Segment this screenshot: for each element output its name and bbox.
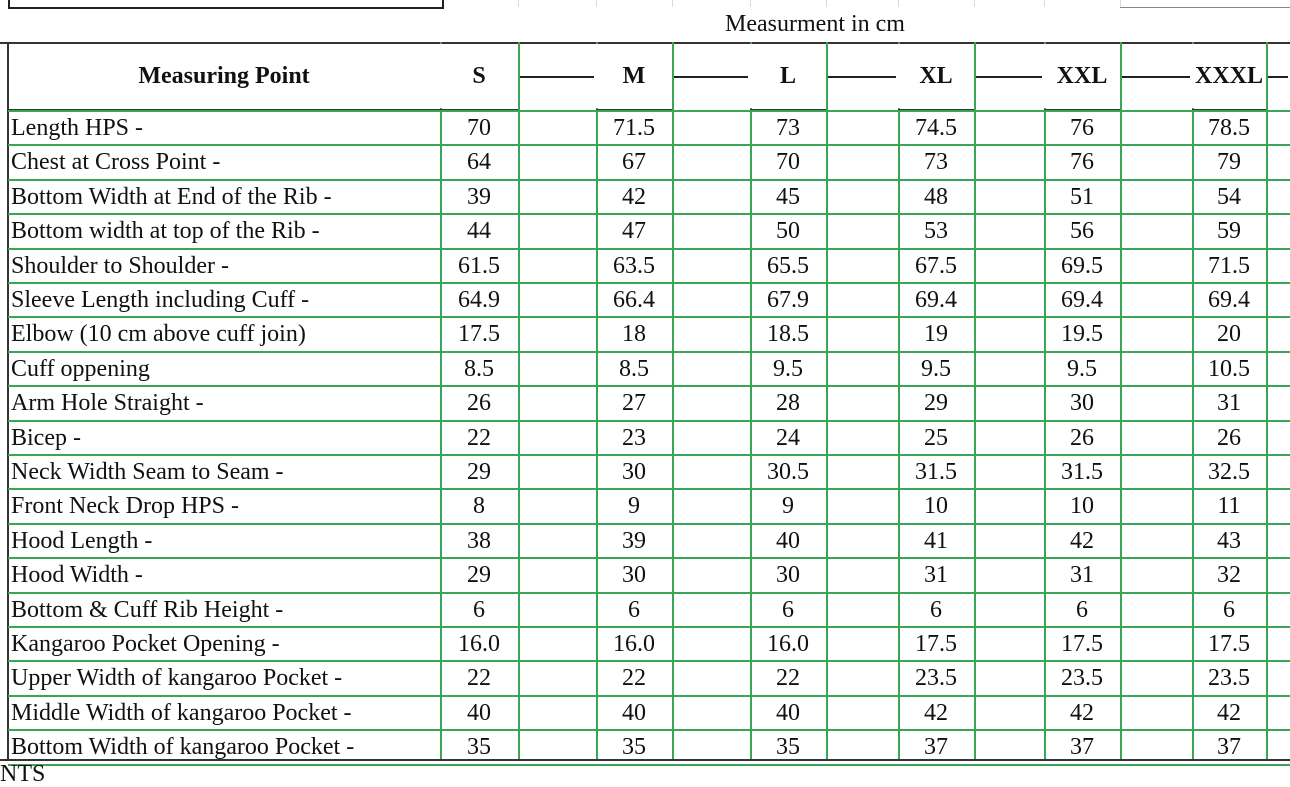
row-label: Shoulder to Shoulder - bbox=[11, 253, 229, 279]
cell-value: 23.5 bbox=[1061, 665, 1103, 691]
cell-value: 26 bbox=[1217, 425, 1241, 451]
cell-value: 29 bbox=[467, 459, 491, 485]
cell-value: 31 bbox=[1217, 390, 1241, 416]
top-cell-divider bbox=[750, 0, 751, 7]
cell-value: 42 bbox=[622, 184, 646, 210]
header-dash bbox=[1268, 76, 1288, 78]
row-label: Middle Width of kangaroo Pocket - bbox=[11, 700, 352, 726]
header-size-xxl: XXL bbox=[1044, 44, 1120, 108]
cell-value: 51 bbox=[1070, 184, 1094, 210]
cell-value: 69.4 bbox=[1208, 287, 1250, 313]
cell-value: 31.5 bbox=[1061, 459, 1103, 485]
cell-value: 6 bbox=[473, 597, 485, 623]
cell-value: 9.5 bbox=[773, 356, 803, 382]
cell-value: 22 bbox=[776, 665, 800, 691]
cell-value: 45 bbox=[776, 184, 800, 210]
cell-value: 9.5 bbox=[1067, 356, 1097, 382]
row-label: Hood Width - bbox=[11, 562, 143, 588]
cell-value: 79 bbox=[1217, 149, 1241, 175]
cell-value: 64 bbox=[467, 149, 491, 175]
cell-value: 17.5 bbox=[458, 321, 500, 347]
cell-value: 30 bbox=[622, 459, 646, 485]
column-gridline bbox=[1120, 42, 1122, 759]
header-size-xl: XL bbox=[898, 44, 974, 108]
cell-value: 39 bbox=[467, 184, 491, 210]
cell-value: 56 bbox=[1070, 218, 1094, 244]
cell-value: 37 bbox=[924, 734, 948, 760]
cell-value: 69.5 bbox=[1061, 253, 1103, 279]
cell-value: 71.5 bbox=[1208, 253, 1250, 279]
cell-value: 74.5 bbox=[915, 115, 957, 141]
cell-value: 61.5 bbox=[458, 253, 500, 279]
cell-value: 40 bbox=[467, 700, 491, 726]
row-label: Upper Width of kangaroo Pocket - bbox=[11, 665, 343, 691]
cell-value: 35 bbox=[467, 734, 491, 760]
cell-value: 17.5 bbox=[1208, 631, 1250, 657]
cell-value: 20 bbox=[1217, 321, 1241, 347]
cell-value: 8 bbox=[473, 493, 485, 519]
cell-value: 29 bbox=[924, 390, 948, 416]
cell-value: 70 bbox=[776, 149, 800, 175]
cell-value: 42 bbox=[1070, 700, 1094, 726]
top-partial-cell bbox=[8, 0, 444, 9]
row-label: Chest at Cross Point - bbox=[11, 149, 221, 175]
header-size-xxxl: XXXL bbox=[1192, 44, 1266, 108]
cell-value: 43 bbox=[1217, 528, 1241, 554]
cell-value: 10.5 bbox=[1208, 356, 1250, 382]
cell-value: 35 bbox=[776, 734, 800, 760]
cell-value: 32.5 bbox=[1208, 459, 1250, 485]
measurement-unit-caption: Measurment in cm bbox=[725, 11, 905, 37]
cell-value: 9.5 bbox=[921, 356, 951, 382]
column-gridline bbox=[518, 42, 520, 759]
cell-value: 16.0 bbox=[767, 631, 809, 657]
row-label: Bicep - bbox=[11, 425, 81, 451]
cell-value: 23.5 bbox=[1208, 665, 1250, 691]
cell-value: 10 bbox=[924, 493, 948, 519]
row-label: Bottom Width at End of the Rib - bbox=[11, 184, 332, 210]
row-label: Kangaroo Pocket Opening - bbox=[11, 631, 280, 657]
top-right-line bbox=[1120, 7, 1290, 8]
top-cell-divider bbox=[974, 0, 975, 7]
cell-value: 76 bbox=[1070, 149, 1094, 175]
cell-value: 47 bbox=[622, 218, 646, 244]
cell-value: 31.5 bbox=[915, 459, 957, 485]
cell-value: 6 bbox=[628, 597, 640, 623]
row-label: Length HPS - bbox=[11, 115, 143, 141]
header-dash bbox=[1122, 76, 1190, 78]
cell-value: 41 bbox=[924, 528, 948, 554]
column-gridline bbox=[672, 42, 674, 759]
cell-value: 8.5 bbox=[619, 356, 649, 382]
cell-value: 73 bbox=[776, 115, 800, 141]
cell-value: 26 bbox=[467, 390, 491, 416]
header-size-l: L bbox=[750, 44, 826, 108]
cell-value: 67 bbox=[622, 149, 646, 175]
cell-value: 18.5 bbox=[767, 321, 809, 347]
cell-value: 76 bbox=[1070, 115, 1094, 141]
row-label: Elbow (10 cm above cuff join) bbox=[11, 321, 306, 347]
cell-value: 38 bbox=[467, 528, 491, 554]
cell-value: 16.0 bbox=[458, 631, 500, 657]
header-size-m: M bbox=[596, 44, 672, 108]
row-label: Bottom width at top of the Rib - bbox=[11, 218, 320, 244]
cell-value: 26 bbox=[1070, 425, 1094, 451]
cell-value: 69.4 bbox=[1061, 287, 1103, 313]
cell-value: 30 bbox=[776, 562, 800, 588]
row-label: Bottom Width of kangaroo Pocket - bbox=[11, 734, 355, 760]
cell-value: 6 bbox=[1223, 597, 1235, 623]
column-gridline bbox=[826, 42, 828, 759]
cell-value: 19.5 bbox=[1061, 321, 1103, 347]
column-gridline bbox=[1266, 42, 1268, 759]
top-cell-divider bbox=[1120, 0, 1121, 7]
cell-value: 9 bbox=[782, 493, 794, 519]
cell-value: 8.5 bbox=[464, 356, 494, 382]
cell-value: 18 bbox=[622, 321, 646, 347]
cell-value: 64.9 bbox=[458, 287, 500, 313]
cell-value: 78.5 bbox=[1208, 115, 1250, 141]
cell-value: 42 bbox=[1217, 700, 1241, 726]
cell-value: 65.5 bbox=[767, 253, 809, 279]
top-cell-divider bbox=[898, 0, 899, 7]
cell-value: 42 bbox=[1070, 528, 1094, 554]
cell-value: 71.5 bbox=[613, 115, 655, 141]
header-dash bbox=[674, 76, 748, 78]
cell-value: 37 bbox=[1217, 734, 1241, 760]
cell-value: 40 bbox=[622, 700, 646, 726]
cell-value: 22 bbox=[622, 665, 646, 691]
row-label: Cuff oppening bbox=[11, 356, 150, 382]
cell-value: 6 bbox=[782, 597, 794, 623]
cell-value: 22 bbox=[467, 425, 491, 451]
cell-value: 48 bbox=[924, 184, 948, 210]
cell-value: 67.9 bbox=[767, 287, 809, 313]
cell-value: 44 bbox=[467, 218, 491, 244]
cell-value: 69.4 bbox=[915, 287, 957, 313]
cell-value: 73 bbox=[924, 149, 948, 175]
cell-value: 17.5 bbox=[915, 631, 957, 657]
header-dash bbox=[828, 76, 896, 78]
row-gridline bbox=[8, 764, 1290, 766]
cell-value: 40 bbox=[776, 528, 800, 554]
row-label: Neck Width Seam to Seam - bbox=[11, 459, 284, 485]
cell-value: 24 bbox=[776, 425, 800, 451]
cell-value: 54 bbox=[1217, 184, 1241, 210]
cell-value: 27 bbox=[622, 390, 646, 416]
top-partial-row bbox=[0, 0, 1290, 10]
cell-value: 28 bbox=[776, 390, 800, 416]
cell-value: 30 bbox=[622, 562, 646, 588]
cell-value: 40 bbox=[776, 700, 800, 726]
cell-value: 31 bbox=[1070, 562, 1094, 588]
cell-value: 11 bbox=[1217, 493, 1241, 519]
cell-value: 53 bbox=[924, 218, 948, 244]
cell-value: 42 bbox=[924, 700, 948, 726]
cell-value: 6 bbox=[930, 597, 942, 623]
cell-value: 23 bbox=[622, 425, 646, 451]
cell-value: 19 bbox=[924, 321, 948, 347]
cell-value: 30.5 bbox=[767, 459, 809, 485]
cell-value: 22 bbox=[467, 665, 491, 691]
header-dash bbox=[976, 76, 1042, 78]
top-cell-divider bbox=[672, 0, 673, 7]
cell-value: 35 bbox=[622, 734, 646, 760]
top-cell-divider bbox=[1044, 0, 1045, 7]
header-measuring-point: Measuring Point bbox=[138, 63, 310, 89]
cell-value: 6 bbox=[1076, 597, 1088, 623]
cell-value: 70 bbox=[467, 115, 491, 141]
cell-value: 25 bbox=[924, 425, 948, 451]
cell-value: 39 bbox=[622, 528, 646, 554]
cell-value: 16.0 bbox=[613, 631, 655, 657]
top-cell-divider bbox=[826, 0, 827, 7]
cell-value: 63.5 bbox=[613, 253, 655, 279]
cell-value: 59 bbox=[1217, 218, 1241, 244]
cell-value: 50 bbox=[776, 218, 800, 244]
top-cell-divider bbox=[596, 0, 597, 7]
cell-value: 23.5 bbox=[915, 665, 957, 691]
cell-value: 10 bbox=[1070, 493, 1094, 519]
cell-value: 30 bbox=[1070, 390, 1094, 416]
cell-value: 67.5 bbox=[915, 253, 957, 279]
cell-value: 29 bbox=[467, 562, 491, 588]
column-gridline bbox=[974, 42, 976, 759]
row-label: Front Neck Drop HPS - bbox=[11, 493, 239, 519]
row-label: Hood Length - bbox=[11, 528, 153, 554]
footer-text-fragment: NTS bbox=[0, 761, 46, 787]
header-dash bbox=[520, 76, 594, 78]
cell-value: 17.5 bbox=[1061, 631, 1103, 657]
cell-value: 9 bbox=[628, 493, 640, 519]
row-label: Bottom & Cuff Rib Height - bbox=[11, 597, 284, 623]
row-label: Arm Hole Straight - bbox=[11, 390, 204, 416]
cell-value: 66.4 bbox=[613, 287, 655, 313]
cell-value: 31 bbox=[924, 562, 948, 588]
row-label: Sleeve Length including Cuff - bbox=[11, 287, 310, 313]
cell-value: 32 bbox=[1217, 562, 1241, 588]
cell-value: 37 bbox=[1070, 734, 1094, 760]
top-cell-divider bbox=[518, 0, 519, 7]
header-size-s: S bbox=[440, 44, 518, 108]
